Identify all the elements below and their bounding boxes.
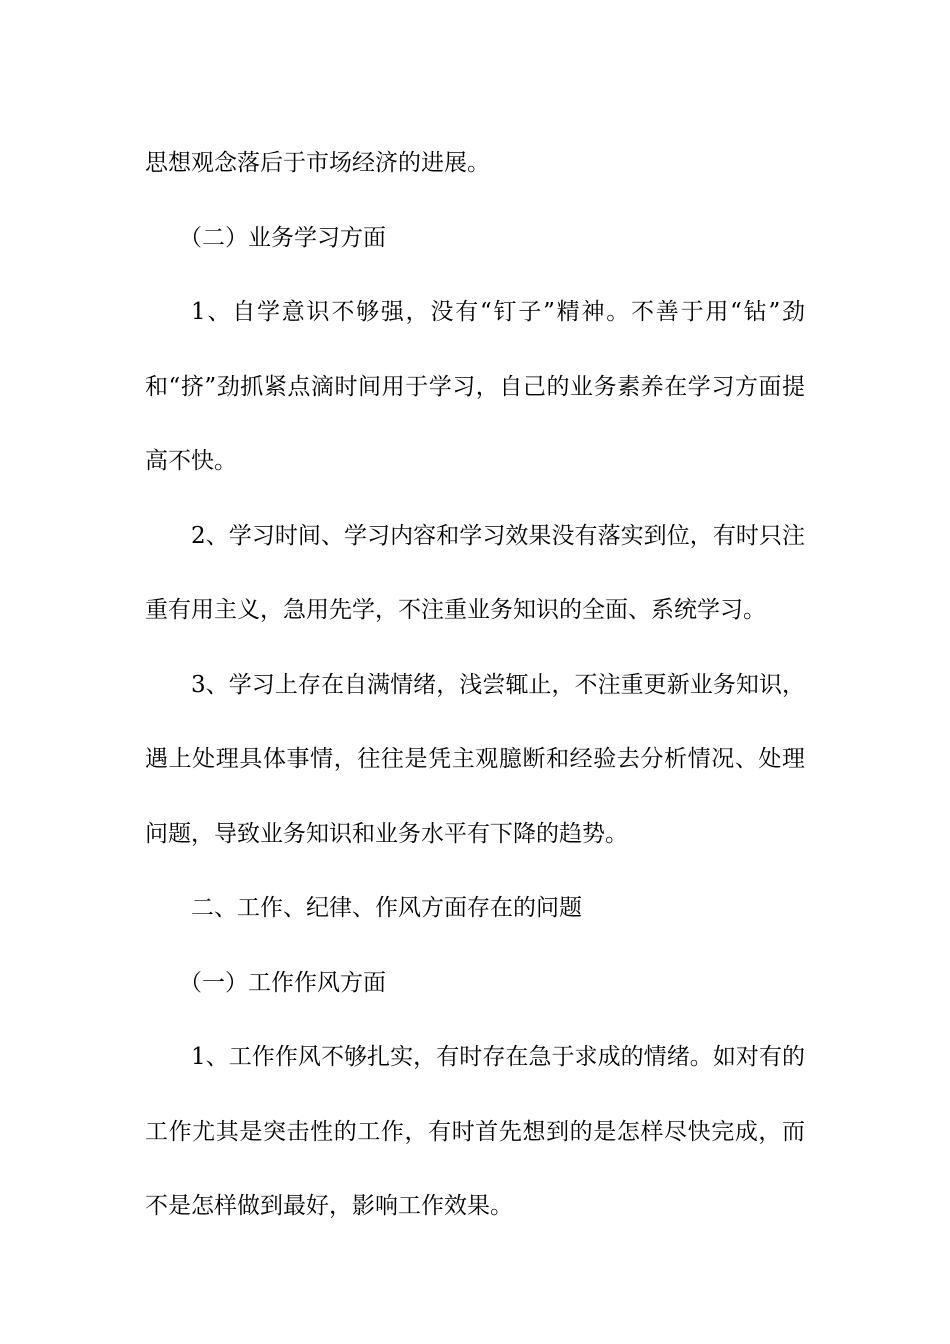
paragraph-item-2: 2、学习时间、学习内容和学习效果没有落实到位，有时只注重有用主义，急用先学，不注重业务知识的全面、系统学习。 <box>145 522 805 623</box>
paragraph-item-1: 1、自学意识不够强，没有“钉子”精神。不善于用“钻”劲和“挤”劲抓紧点滴时间用于学习，自己的业务素养在学习方面提高不快。 <box>145 299 805 474</box>
document-body <box>145 126 805 1244</box>
section-heading-business-study: （二）业务学习方面 <box>179 224 386 251</box>
section-heading-work-discipline: 二、工作、纪律、作风方面存在的问题 <box>191 895 582 921</box>
section-heading-work-style: （一）工作作风方面 <box>179 969 386 996</box>
paragraph-item-work-1: 1、工作作风不够扎实，有时存在急于求成的情绪。如对有的工作尤其是突击性的工作，有时首先想到的是怎样尽快完成，而不是怎样做到最好，影响工作效果。 <box>145 1044 805 1219</box>
paragraph-continuation: 思想观念落后于市场经济的进展。 <box>145 150 490 176</box>
paragraph-item-3: 3、学习上存在自满情绪，浅尝辄止，不注重更新业务知识，遇上处理具体事情，往往是凭主观臆断和经验去分析情况、处理问题，导致业务知识和业务水平有下降的趋势。 <box>145 671 805 847</box>
